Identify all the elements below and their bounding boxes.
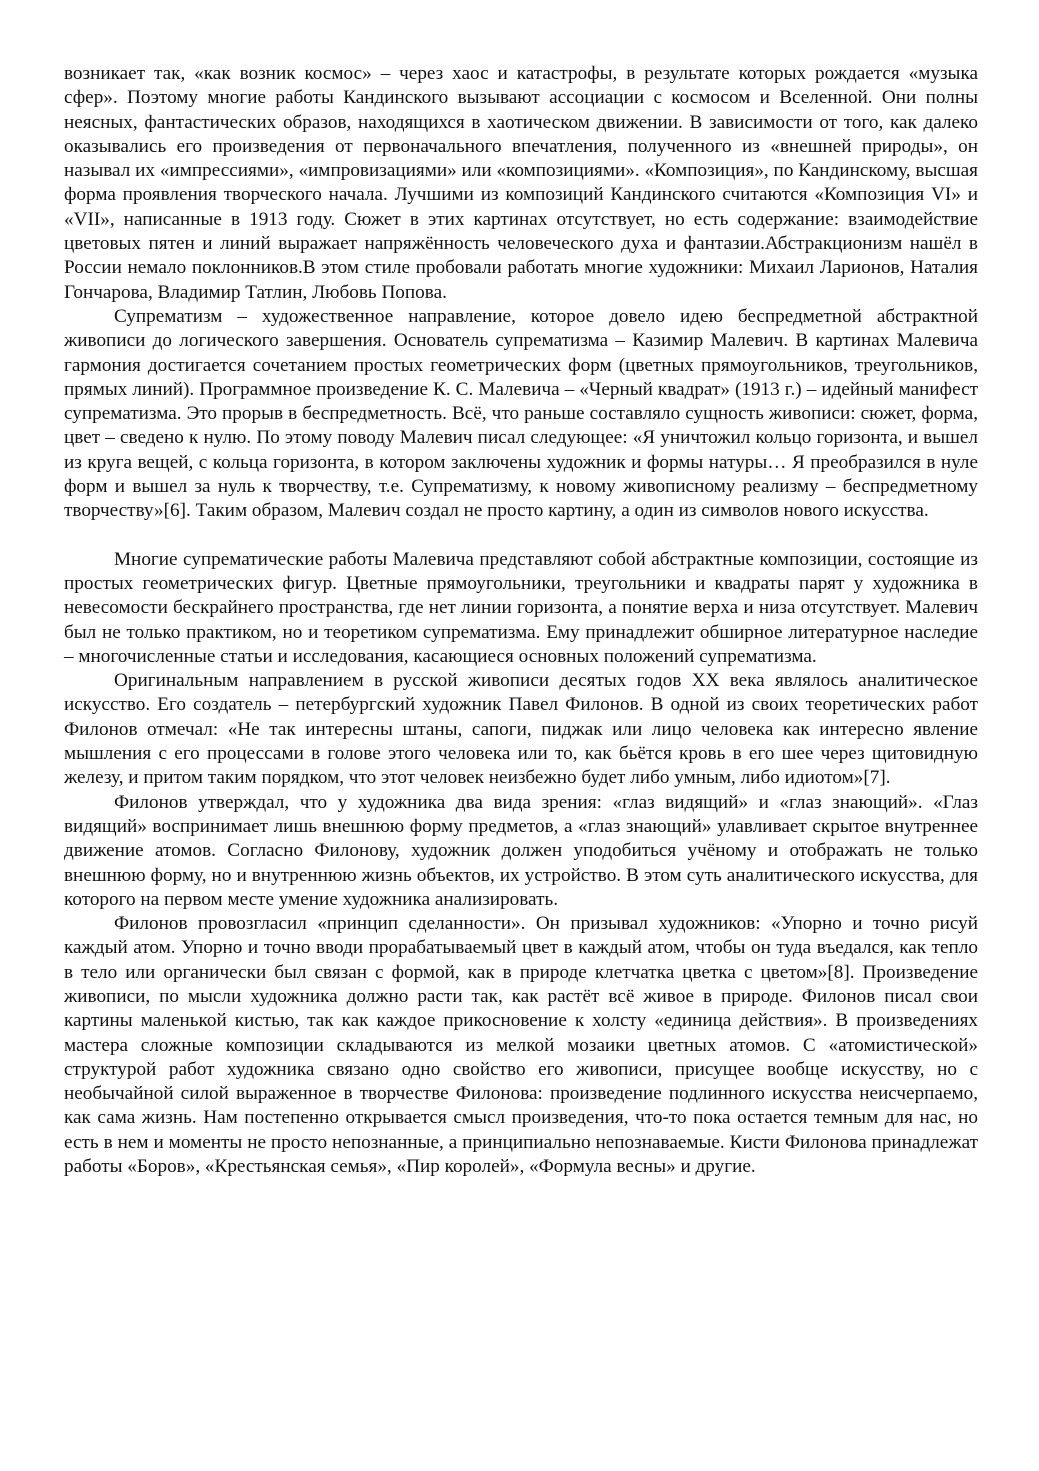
paragraph-kandinsky-continuation: возникает так, «как возник космос» – через хаос и катастрофы, в результате которых рождается «музыка сфер». Поэтому многие работы Кандинского вызывают ассоциации с космосом и Вселенной. Они полны неясных, фантастических образов, находящихся в хаотическом движении. В зависимости от того, как далеко оказывались его произведения от первоначального впечатления, полученного из «внешней природы», он называл их «импрессиями», «импровизациями» или «композициями». «Композиция», по Кандинскому, высшая форма проявления творческого начала. Лучшими из композиций Кандинского считаются «Композиция VI» и «VII», написанные в 1913 году. Сюжет в этих картинах отсутствует, но есть содержание: взаимодействие цветовых пятен и линий выражает напряжённость человеческого духа и фантазии.Абстракционизм нашёл в России немало поклонников.В этом стиле пробовали работать многие художники: Михаил Ларионов, Наталия Гончарова, Владимир Татлин, Любовь Попова. bbox=[64, 63, 978, 303]
paragraph-made-principle: Филонов провозгласил «принцип сделанности». Он призывал художников: «Упорно и точно рисуй каждый атом. Упорно и точно вводи прорабатываемый цвет в каждый атом, чтобы он туда въедался, как тепло в тело или органически был связан с формой, как в природе клетчатка цветка с цветом»[8]. Произведение живописи, по мысли художника должно расти так, как растёт всё живое в природе. Филонов писал свои картины маленькой кистью, так как каждое прикосновение к холсту «единица действия». В произведениях мастера сложные композиции складываются из мелкой мозаики цветных атомов. С «атомистической» структурой работ художника связано одно свойство его живописи, присущее вообще искусству, но с необычайной силой выраженное в творчестве Филонова: произведение подлинного искусства неисчерпаемо, как сама жизнь. Нам постепенно открывается смысл произведения, что-то пока остается темным для нас, но есть в нем и моменты не просто непознанные, а принципиально непознаваемые. Кисти Филонова принадлежат работы «Боров», «Крестьянская семья», «Пир королей», «Формула весны» и другие. bbox=[64, 913, 978, 1178]
document-page bbox=[64, 62, 978, 1179]
paragraph-analytical-art: Оригинальным направлением в русской живописи десятых годов XX века являлось аналитическое искусство. Его создатель – петербургский художник Павел Филонов. В одной из своих теоретических работ Филонов отмечал: «Не так интересны штаны, сапоги, пиджак или лицо человека как интересно явление мышления с его процессами в голове этого человека или то, как бьётся кровь в его шее через щитовидную железу, и притом таким порядком, что этот человек неизбежно будет либо умным, либо идиотом»[7]. bbox=[64, 670, 978, 789]
paragraph-two-eyes: Филонов утверждал, что у художника два вида зрения: «глаз видящий» и «глаз знающий». «Глаз видящий» воспринимает лишь внешнюю форму предметов, а «глаз знающий» улавливает скрытое внутреннее движение атомов. Согласно Филонову, художник должен уподобиться учёному и отображать не только внешнюю форму, но и внутреннюю жизнь объектов, их устройство. В этом суть аналитического искусства, для которого на первом месте умение художника анализировать. bbox=[64, 791, 978, 910]
paragraph-suprematism: Супрематизм – художественное направление, которое довело идею беспредметной абстрактной живописи до логического завершения. Основатель супрематизма – Казимир Малевич. В картинах Малевича гармония достигается сочетанием простых геометрических форм (цветных прямоугольников, треугольников, прямых линий). Программное произведение К. С. Малевича – «Черный квадрат» (1913 г.) – идейный манифест супрематизма. Это прорыв в беспредметность. Всё, что раньше составляло сущность живописи: сюжет, форма, цвет – сведено к нулю. По этому поводу Малевич писал следующее: «Я уничтожил кольцо горизонта, и вышел из круга вещей, с кольца горизонта, в котором заключены художник и формы натуры… Я преобразился в нуле форм и вышел за нуль к творчеству, т.е. Супрематизму, к новому живописному реализму – беспредметному творчеству»[6]. Таким образом, Малевич создал не просто картину, а один из символов нового искусства. bbox=[64, 305, 978, 522]
paragraph-gap bbox=[64, 524, 978, 548]
paragraph-malevich-works: Многие супрематические работы Малевича представляют собой абстрактные композиции, состоящие из простых геометрических фигур. Цветные прямоугольники, треугольники и квадраты парят у художника в невесомости бескрайнего пространства, где нет линии горизонта, а понятие верха и низа отсутствует. Малевич был не только практиком, но и теоретиком супрематизма. Ему принадлежит обширное литературное наследие – многочисленные статьи и исследования, касающиеся основных положений супрематизма. bbox=[64, 548, 978, 667]
